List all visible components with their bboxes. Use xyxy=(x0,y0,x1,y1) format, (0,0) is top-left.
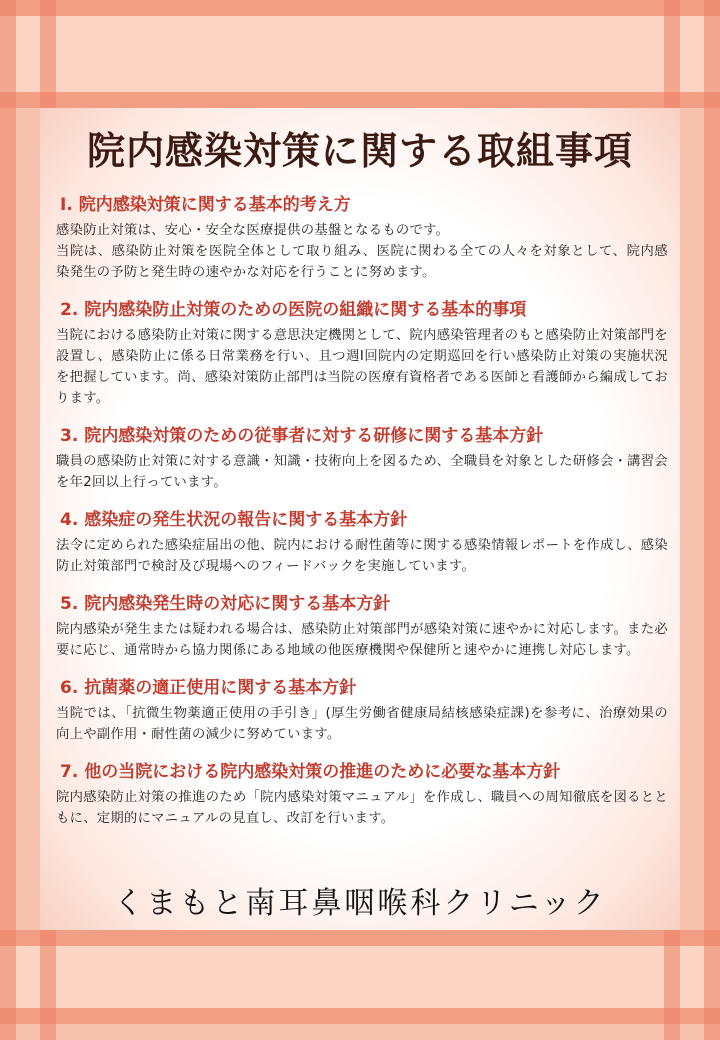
section-body: 当院では、「抗微生物薬適正使用の手引き」(厚生労働省健康局結核感染症課)を参考に、治療効果の向上や副作用・耐性菌の減少に努めています。 xyxy=(56,706,668,742)
section-7 xyxy=(56,759,668,829)
section-body: 職員の感染防止対策に対する意識・知識・技術向上を図るため、全職員を対象とした研修会・講習会を年2回以上行っています。 xyxy=(56,454,668,490)
background-band xyxy=(0,946,720,1008)
background-stripe xyxy=(0,92,720,108)
section-heading: 4. 感染症の発生状況の報告に関する基本方針 xyxy=(60,510,408,530)
section-heading: 6. 抗菌薬の適正使用に関する基本方針 xyxy=(60,678,357,698)
background-stripe xyxy=(0,1008,720,1024)
background-stripe xyxy=(0,0,16,1040)
section-body: 法令に定められた感染症届出の他、院内における耐性菌等に関する感染情報レポートを作成し、感染防止対策部門で検討及び現場へのフィードバックを実施しています。 xyxy=(56,538,668,574)
section-body: 当院における感染防止対策に関する意思決定機関として、院内感染管理者のもと感染防止対策部門を設置し、感染防止に係る日常業務を行い、且つ週Ⅰ回院内の定期巡回を行い感染防止対策の実施状況を把握しています。尚、感染対策防止部門は当院の医療有資格者である医師と看護師から編成しております。 xyxy=(56,328,668,406)
section-6 xyxy=(56,675,668,745)
background-stripe xyxy=(0,930,720,946)
background-band xyxy=(0,16,720,92)
section-1 xyxy=(56,192,668,283)
background-stripe xyxy=(704,0,720,1040)
section-3 xyxy=(56,423,668,493)
section-2 xyxy=(56,297,668,409)
section-5 xyxy=(56,591,668,661)
clinic-name: くまもと南耳鼻咽喉科クリニック xyxy=(113,886,607,921)
section-heading: 7. 他の当院における院内感染対策の推進のために必要な基本方針 xyxy=(60,762,561,782)
background-stripe xyxy=(0,0,720,16)
page-title: 院内感染対策に関する取組事項 xyxy=(86,129,633,173)
section-body: 感染防止対策は、安心・安全な医療提供の基盤となるものです。 当院は、感染防止対策を医院全体として取り組み、医院に関わる全ての人々を対象として、院内感染発生の予防と発生時の速やかな対応を行うことに努めます。 xyxy=(56,223,668,280)
section-heading: 5. 院内感染発生時の対応に関する基本方針 xyxy=(60,594,391,614)
section-heading: 2. 院内感染防止対策のための医院の組織に関する基本的事項 xyxy=(60,300,527,320)
section-body: 院内感染が発生または疑われる場合は、感染防止対策部門が感染対策に速やかに対応します。また必要に応じ、通常時から協力関係にある地域の他医療機関や保健所と速やかに連携し対応します。 xyxy=(56,622,668,658)
sections-container xyxy=(56,192,668,843)
section-heading: Ⅰ. 院内感染対策に関する基本的考え方 xyxy=(60,195,351,215)
section-heading: 3. 院内感染対策のための従事者に対する研修に関する基本方針 xyxy=(60,426,544,446)
section-body: 院内感染防止対策の推進のため「院内感染対策マニュアル」を作成し、職員への周知徹底を図るとともに、定期的にマニュアルの見直し、改訂を行います。 xyxy=(56,790,668,826)
section-4 xyxy=(56,507,668,577)
